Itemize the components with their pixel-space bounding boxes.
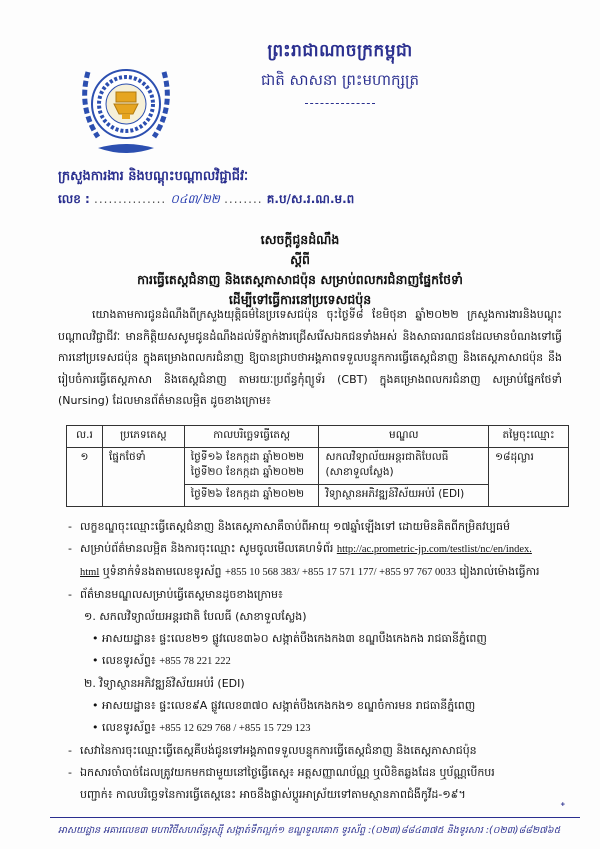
table-row	[67, 448, 569, 485]
cell-dates	[184, 448, 319, 485]
ministry-emblem-icon	[78, 52, 174, 162]
col-header-date: កាលបរិច្ឆេទធ្វើតេស្ត	[184, 426, 319, 448]
kingdom-header	[220, 40, 460, 105]
phone-numbers: +855 10 568 383/ +855 17 571 177/ +855 97 767 0033	[224, 567, 456, 578]
center-name: សកលវិទ្យាល័យអន្តរជាតិបែលធី	[325, 451, 449, 463]
col-header-fee: តម្លៃចុះឈ្មោះ	[489, 426, 569, 448]
center-1-phone	[68, 650, 568, 673]
date-item: ថ្ងៃទី១៦ ខែកក្កដា ឆ្នាំ២០២២	[190, 451, 305, 463]
note-registration-cont	[68, 561, 568, 584]
cell-type: ផ្នែកថែទាំ	[102, 448, 184, 507]
center-branch: (សាខាទួលស្លែង)	[325, 466, 394, 478]
phone-label: លេខទូរស័ព្ទ៖	[102, 721, 156, 734]
prometric-link[interactable]: http://ac.prometric-jp.com/testlist/nc/en/index.	[336, 544, 532, 555]
center-1-address: • អាសយដ្ឋាន៖ ផ្ទះលេខ២១ ផ្លូវលេខ៣៦០ សង្កាត់បឹងកេងកង៣ ខណ្ឌបឹងកេងកង រាជធានីភ្នំពេញ	[68, 628, 568, 650]
note-eligibility: - លក្ខខណ្ឌចុះឈ្មោះធ្វើតេស្តជំនាញ និងតេស្តភាសាគឺចាប់ពីអាយុ ១៧ឆ្នាំឡើងទៅ ដោយមិនគិតពីកម្រិតវប្បធម៌	[68, 516, 568, 538]
ref-dots: ...............	[94, 192, 167, 206]
note-centers-intro: - ព័ត៌មានមណ្ឌលសម្រាប់ធ្វើតេស្តមានដូចខាងក្រោម៖	[68, 584, 568, 606]
phone-number: +855 12 629 768 / +855 15 729 123	[159, 723, 311, 734]
title-line: សេចក្តីជូនដំណឹង	[260, 232, 340, 247]
test-schedule-table	[66, 425, 569, 507]
body-paragraph: យោងតាមការជូនដំណឹងពីក្រសួងយុត្តិធម៌នៃប្រទេសជប៉ុន ចុះថ្ងៃទី៨ ខែមិថុនា ឆ្នាំ២០២២ ក្រសួងការងារនិងបណ្តុះបណ្តាលវិជ្ជាជីវៈ មានកិត្តិយសសូមជូនដំណឹងដល់ទីភ្នាក់ងារជ្រើសរើសឯកជនទាំងអស់ និងសាធារណជនដែលមានបំណងទៅធ្វើការនៅប្រទេសជប៉ុន ក្នុងគម្រោងពលករជំនាញ ឱ្យបានជ្រាបថាអង្គភាពទទួលបន្ទុកការធ្វើតេស្តជំនាញ និងតេស្តភាសាជប៉ុន នឹងរៀបចំការធ្វើតេស្តភាសា និងតេស្តជំនាញ តាមរយៈប្រព័ន្ធកុំព្យូទ័រ (CBT) ក្នុងគម្រោងពលករជំនាញ សម្រាប់ផ្នែកថែទាំ (Nursing) ដែលមានព័ត៌មានលម្អិត ដូចខាងក្រោម៖	[58, 308, 562, 407]
ref-code: គ.ប/ស.រ.ណ.ម.ព	[266, 192, 355, 206]
cell-center	[319, 448, 489, 485]
initial-mark-icon: ᐩ	[560, 800, 566, 816]
ref-dots: ........	[224, 192, 263, 206]
note-text: រៀងរាល់ម៉ោងធ្វើការ	[459, 565, 540, 578]
notes-list	[68, 516, 568, 806]
ministry-name: ក្រសួងការងារ និងបណ្តុះបណ្តាលវិជ្ជាជីវៈ	[58, 169, 249, 184]
col-header-type: ប្រភេទតេស្ត	[102, 426, 184, 448]
date-item: ថ្ងៃទី២០ ខែកក្កដា ឆ្នាំ២០២២	[190, 466, 305, 478]
footer-address: អាសយដ្ឋាន អគារលេខ៣ មហាវិថីសហព័ន្ធរុស្ស៊ី សង្កាត់ទឹកល្អក់១ ខណ្ឌទួលគោក ទូរស័ព្ទ :(០២៣)៨៨៤៣៧៥ និងទូរសារ :(០២៣)៨៨២៧៦៥	[58, 825, 561, 836]
reference-number-line	[58, 191, 354, 209]
note-fee-payment: - សេវានៃការចុះឈ្មោះធ្វើតេស្តគឺបង់ជូនទៅអង្គភាពទទួលបន្ទុកការធ្វើតេស្តជំនាញ និងតេស្តភាសាជប៉ុន	[68, 740, 568, 762]
col-header-no: ល.រ	[67, 426, 103, 448]
notice-title	[60, 230, 540, 310]
phone-label: លេខទូរស័ព្ទ៖	[102, 654, 156, 667]
cell-date: ថ្ងៃទី២៦ ខែកក្កដា ឆ្នាំ២០២២	[184, 485, 319, 507]
title-line: ការធ្វើតេស្តជំនាញ និងតេស្តភាសាជប៉ុន សម្រាប់ពលករជំនាញផ្នែកថែទាំ	[137, 272, 463, 287]
cell-center: វិទ្យាស្ថានអភិវឌ្ឍន៍វិស័យអប់រំ (EDI)	[319, 485, 489, 507]
note-documents: - ឯកសារចាំបាច់ដែលត្រូវយកមកជាមួយនៅថ្ងៃធ្វើតេស្ត៖ អត្តសញ្ញាណប័ណ្ណ ឬលិខិតឆ្លងដែន ឬប័ណ្ណបើកបរ	[68, 762, 568, 784]
note-disclaimer: បញ្ជាក់៖ កាលបរិច្ឆេទនៃការធ្វើតេស្តនេះ អាចនឹងផ្លាស់ប្តូរអាស្រ័យទៅតាមស្ថានភាពជំងឺកូវីដ-១៩។	[80, 788, 466, 801]
table-header-row	[67, 426, 569, 448]
title-line: ស្តីពី	[290, 252, 310, 267]
center-2-phone	[68, 717, 568, 740]
cell-fee: ១៨ដុល្លារ	[489, 448, 569, 507]
national-motto: ជាតិ សាសនា ព្រះមហាក្សត្រ	[260, 71, 420, 89]
phone-number: +855 78 221 222	[159, 656, 231, 667]
ministry-block	[58, 168, 354, 209]
center-1-title: ១. សកលវិទ្យាល័យអន្តរជាតិ បែលធី (សាខាទួលស្លែង)	[84, 610, 307, 623]
ornament-divider	[305, 103, 375, 105]
footer-divider	[50, 817, 580, 818]
kingdom-name: ព្រះរាជាណាចក្រកម្ពុជា	[267, 41, 413, 61]
title-line: ដើម្បីទៅធ្វើការនៅប្រទេសជប៉ុន	[228, 292, 372, 307]
center-2-title: ២. វិទ្យាស្ថានអភិវឌ្ឍន៍វិស័យអប់រំ (EDI)	[84, 677, 245, 690]
ref-label: លេខ :	[58, 192, 90, 206]
center-2-address: • អាសយដ្ឋាន៖ ផ្ទះលេខ៩A ផ្លូវលេខ៣៧០ សង្កាត់បឹងកេងកង១ ខណ្ឌចំការមន រាជធានីភ្នំពេញ	[68, 695, 568, 717]
col-header-center: មណ្ឌល	[319, 426, 489, 448]
note-text: ឬទំនាក់ទំនងតាមលេខទូរស័ព្ទ	[102, 565, 222, 578]
ref-number: ០៤៣/២២	[170, 192, 220, 206]
prometric-link-cont[interactable]: html	[80, 567, 100, 578]
cell-no: ១	[67, 448, 103, 507]
note-text: សម្រាប់ព័ត៌មានលម្អិត និងការចុះឈ្មោះ សូមចូលមើលគេហទំព័រ	[80, 542, 334, 555]
note-registration	[68, 538, 568, 561]
